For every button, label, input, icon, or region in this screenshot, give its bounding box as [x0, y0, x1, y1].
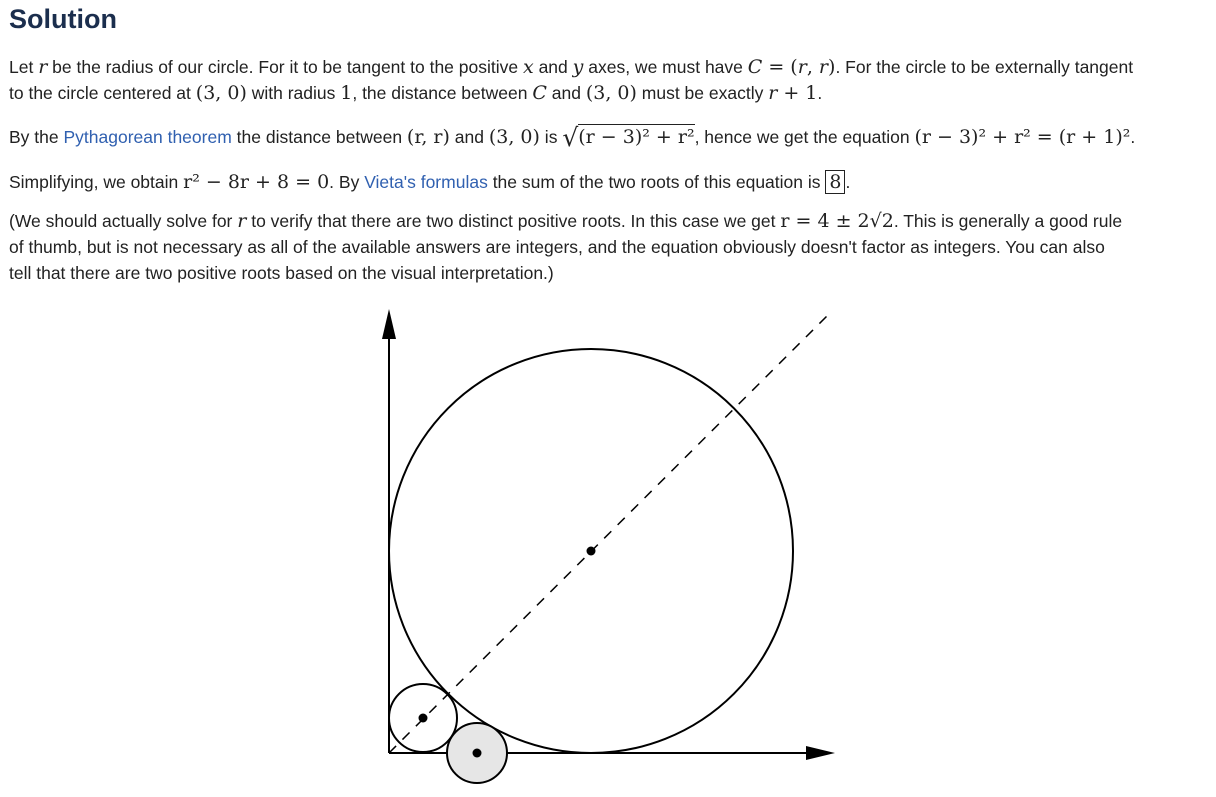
math-comma: ,: [806, 56, 819, 78]
text: the sum of the two roots of this equation is: [487, 172, 826, 192]
pythagorean-theorem-link[interactable]: Pythagorean theorem: [63, 127, 232, 147]
text: and: [546, 83, 586, 103]
diagonal-dashed-line: [389, 311, 832, 753]
text: axes, we must have: [583, 57, 748, 77]
text: to the circle centered at: [9, 83, 196, 103]
radical-sign-icon: √: [562, 123, 579, 152]
small-center-point: [419, 714, 428, 723]
text: the distance between: [231, 127, 407, 147]
solution-heading: Solution: [9, 4, 117, 34]
x-axis-arrow-icon: [806, 746, 835, 760]
math-y: y: [572, 56, 584, 78]
text: . This is generally a good rule: [893, 211, 1123, 231]
text: (We should actually solve for: [9, 211, 238, 231]
math-equation: (r − 3)² + r² = (r + 1)²: [914, 126, 1131, 148]
y-axis-arrow-icon: [382, 309, 396, 339]
math-point: (3, 0): [195, 82, 247, 104]
text: be the radius of our circle. For it to be tangent to the positive: [47, 57, 523, 77]
vietas-formulas-link[interactable]: Vieta's formulas: [364, 172, 488, 192]
paragraph-4-line-3: tell that there are two positive roots based on the visual interpretation.): [9, 263, 554, 283]
paragraph-4-line-2: of thumb, but is not necessary as all of the available answers are integers, and the equation obviously doesn't factor as integers. You can also: [9, 237, 1105, 257]
text: is: [539, 127, 563, 147]
math-r: r: [797, 56, 807, 78]
math-quadratic: r² − 8r + 8 = 0: [183, 171, 330, 193]
math-r: r: [768, 82, 778, 104]
math-solution: r = 4 ± 2√2: [780, 210, 894, 232]
text: , hence we get the equation: [694, 127, 915, 147]
math-plus-one: + 1: [777, 82, 818, 104]
boxed-answer: 8: [825, 170, 845, 194]
large-center-point: [587, 547, 596, 556]
math-one: 1: [340, 82, 353, 104]
math-r: r: [237, 210, 247, 232]
math-r: r: [38, 56, 48, 78]
text: with radius: [246, 83, 341, 103]
text: .: [845, 172, 851, 192]
unit-center-point: [473, 749, 482, 758]
math-C: C: [747, 56, 763, 78]
math-r: r: [818, 56, 829, 78]
text: .: [1130, 127, 1136, 147]
text: must be exactly: [636, 83, 769, 103]
text: By the: [9, 127, 64, 147]
text: . For the circle to be externally tangent: [835, 57, 1134, 77]
math-sqrt-body: (r − 3)² + r²: [578, 126, 695, 148]
text: .: [817, 83, 823, 103]
math-close: ): [828, 56, 836, 78]
math-point: (3, 0): [585, 82, 637, 104]
text: to verify that there are two distinct positive roots. In this case we get: [246, 211, 781, 231]
text: . By: [329, 172, 365, 192]
math-eq: = (: [762, 56, 798, 78]
text: , the distance between: [352, 83, 533, 103]
math-point-rr: (r, r): [406, 126, 450, 148]
math-x: x: [522, 56, 534, 78]
math-point-30: (3, 0): [488, 126, 540, 148]
text: and: [449, 127, 489, 147]
text: Simplifying, we obtain: [9, 172, 184, 192]
math-C: C: [532, 82, 547, 104]
text: and: [533, 57, 573, 77]
text: Let: [9, 57, 39, 77]
